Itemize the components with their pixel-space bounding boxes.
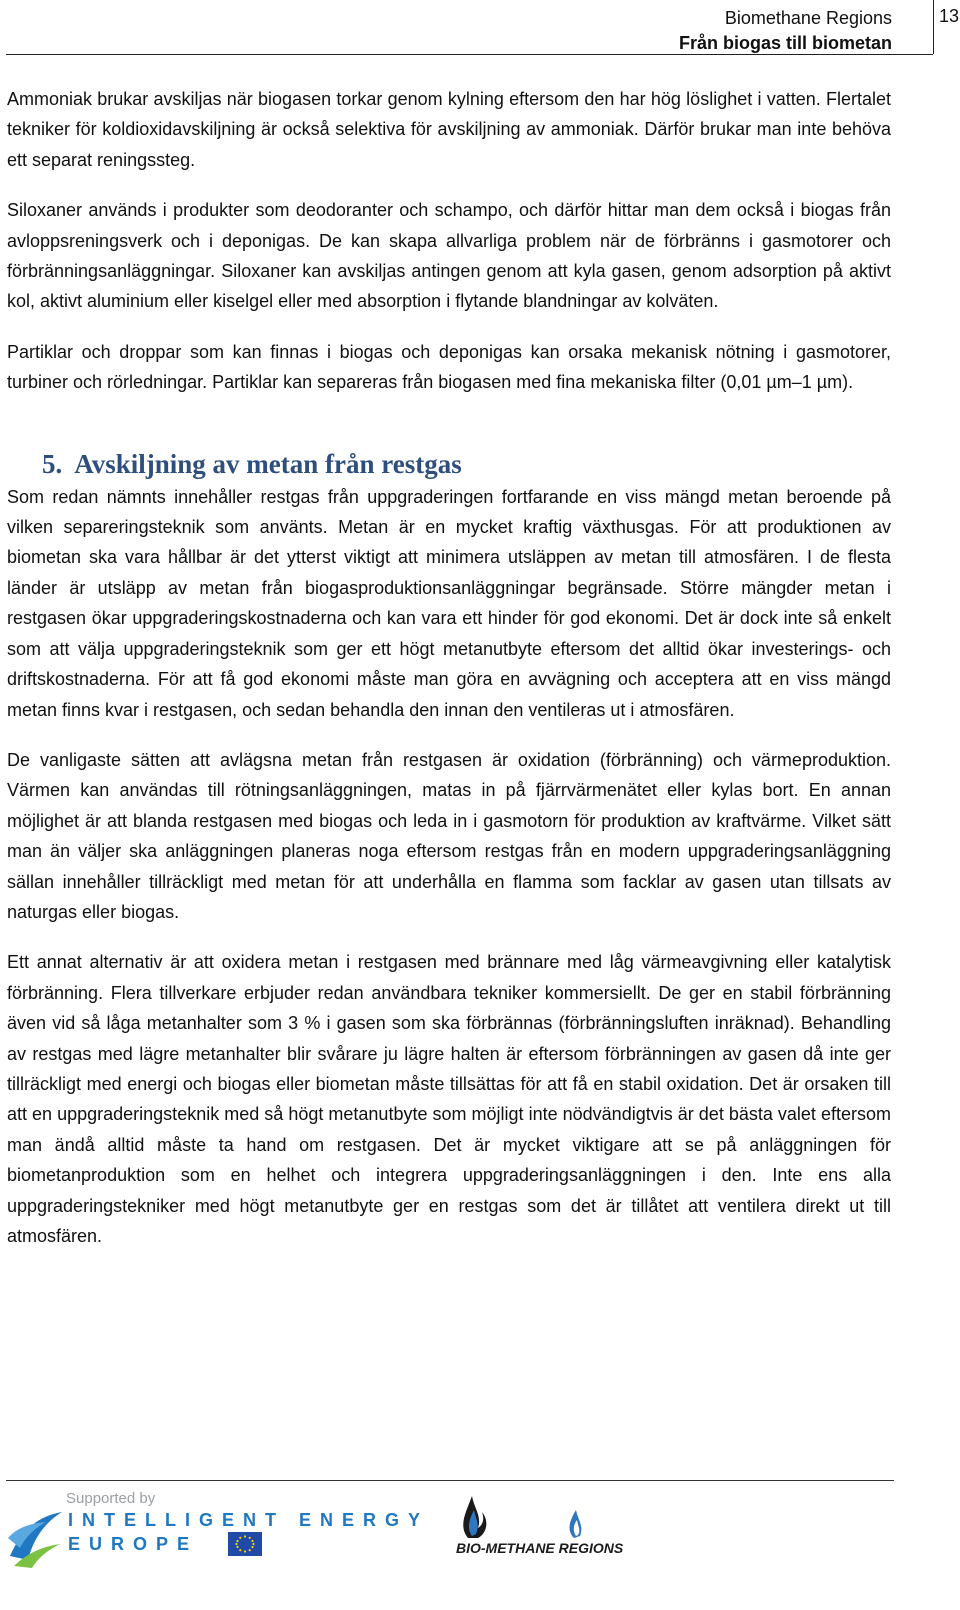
ie-wordmark-line1: INTELLIGENT ENERGY — [68, 1510, 430, 1530]
running-header — [679, 6, 892, 56]
supported-by-label: Supported by — [66, 1490, 156, 1507]
ie-wordmark-line2: EUROPE — [68, 1534, 199, 1554]
header-subtitle: Från biogas till biometan — [678, 33, 892, 53]
paragraph-siloxaner: Siloxaner används i produkter som deodoranter och schampo, och därför hittar man dem också i biogas från avloppsreningsverk och i deponigas. De kan skapa allvarliga problem när de förbränns i gasmotorer och förbränningsanläggningar. Siloxaner kan avskiljas antingen genom att kyla gasen, genom adsorption på aktivt kol, aktivt aluminium eller kiselgel eller med absorption i flytande blandningar av kolväten. — [7, 200, 891, 312]
eu-flag-icon — [228, 1532, 262, 1556]
intelligent-energy-logo — [6, 1488, 430, 1568]
header-divider — [6, 54, 933, 55]
section-number: 5. — [42, 448, 63, 479]
footer-divider — [6, 1480, 894, 1481]
section-heading — [42, 446, 891, 482]
section-title: Avskiljning av metan från restgas — [74, 448, 462, 479]
biomethane-regions-wordmark: BIO-METHANE REGIONS — [456, 1540, 624, 1556]
paragraph-alternativ: Ett annat alternativ är att oxidera metan i restgasen med brännare med låg värmeavgivning eller katalytisk förbränning. Flera tillverkare erbjuder redan användbara tekniker kommersiellt. De ger en stabil förbränning även vid så låga metanhalter som 3 % i gasen som ska förbrännas (förbränningsluften inräknad). Behandling av restgas med lägre metanhalter blir svårare ju lägre halten är eftersom förbränningen av gasen då inte ger tillräckligt med energi och biogas eller biometan måste tillsättas för att få en stabil oxidation. Det är orsaken till att en uppgraderingsteknik med så högt metanutbyte som möjligt inte nödvändigtvis är det bästa valet eftersom man ändå alltid måste ta hand om restgasen. Det är mycket viktigare att se på anläggningen för biometanproduktion som en helhet och integrera uppgraderingsanläggningen i den. Inte ens alla uppgraderingstekniker med högt metanutbyte ger en restgas som det är tillåtet att ventilera direkt ut till atmosfären. — [7, 952, 891, 1246]
paragraph-restgas: Som redan nämnts innehåller restgas från uppgraderingen fortfarande en viss mängd metan beroende på vilken separeringsteknik som använts. Metan är en mycket kraftig växthusgas. För att produktionen av biometan ska vara hållbar är det ytterst viktigt att minimera utsläppen av metan till atmosfären. I de flesta länder är utsläpp av metan från biogasproduktionsanläggningar begränsade. Större mängder metan i restgasen ökar uppgraderingskostnaderna och kan vara ett hinder för god ekonomi. Det är dock inte så enkelt som att välja uppgraderingsteknik som ger ett högt metanutbyte eftersom det alltid ökar investerings- och driftskostnaderna. För att få god ekonomi måste man göra en avvägning och acceptera att en viss mängd metan finns kvar i restgasen, och sedan behandla den innan den ventileras ut i atmosfären. — [7, 486, 891, 720]
paragraph-vanligaste: De vanligaste sätten att avlägsna metan från restgasen är oxidation (förbränning) och värmeproduktion. Värmen kan användas till rötningsanläggningen, matas in på fjärrvärmenätet eller kylas bort. En annan möjlighet är att blanda restgasen med biogas och leda in i gasmotorn för produktion av kraftvärme. Vilket sätt man än väljer ska anläggningen planeras noga eftersom restgas från en modern uppgraderingsanläggning sällan innehåller tillräckligt med metan för att underhålla en flamma som facklar av gasen utan tillsats av naturgas eller biogas. — [7, 749, 891, 922]
page-number: 13 — [933, 0, 960, 54]
flame-icon — [454, 1490, 624, 1542]
paragraph-partiklar: Partiklar och droppar som kan finnas i biogas och deponigas kan orsaka mekanisk nötning i gasmotorer, turbiner och rörledningar. Partiklar kan separeras från biogasen med fina mekaniska filter (0,01 µm–1 µm). — [7, 341, 891, 393]
swoosh-icon — [6, 1498, 66, 1568]
document-body — [7, 84, 891, 1271]
biomethane-regions-logo — [454, 1490, 624, 1570]
header-title: Biomethane Regions — [724, 8, 892, 28]
paragraph-ammoniak: Ammoniak brukar avskiljas när biogasen torkar genom kylning eftersom den har hög löslighet i vatten. Flertalet tekniker för koldioxidavskiljning är också selektiva för avskiljning av ammoniak. Därför brukar man inte behöva ett separat reningssteg. — [7, 89, 891, 170]
